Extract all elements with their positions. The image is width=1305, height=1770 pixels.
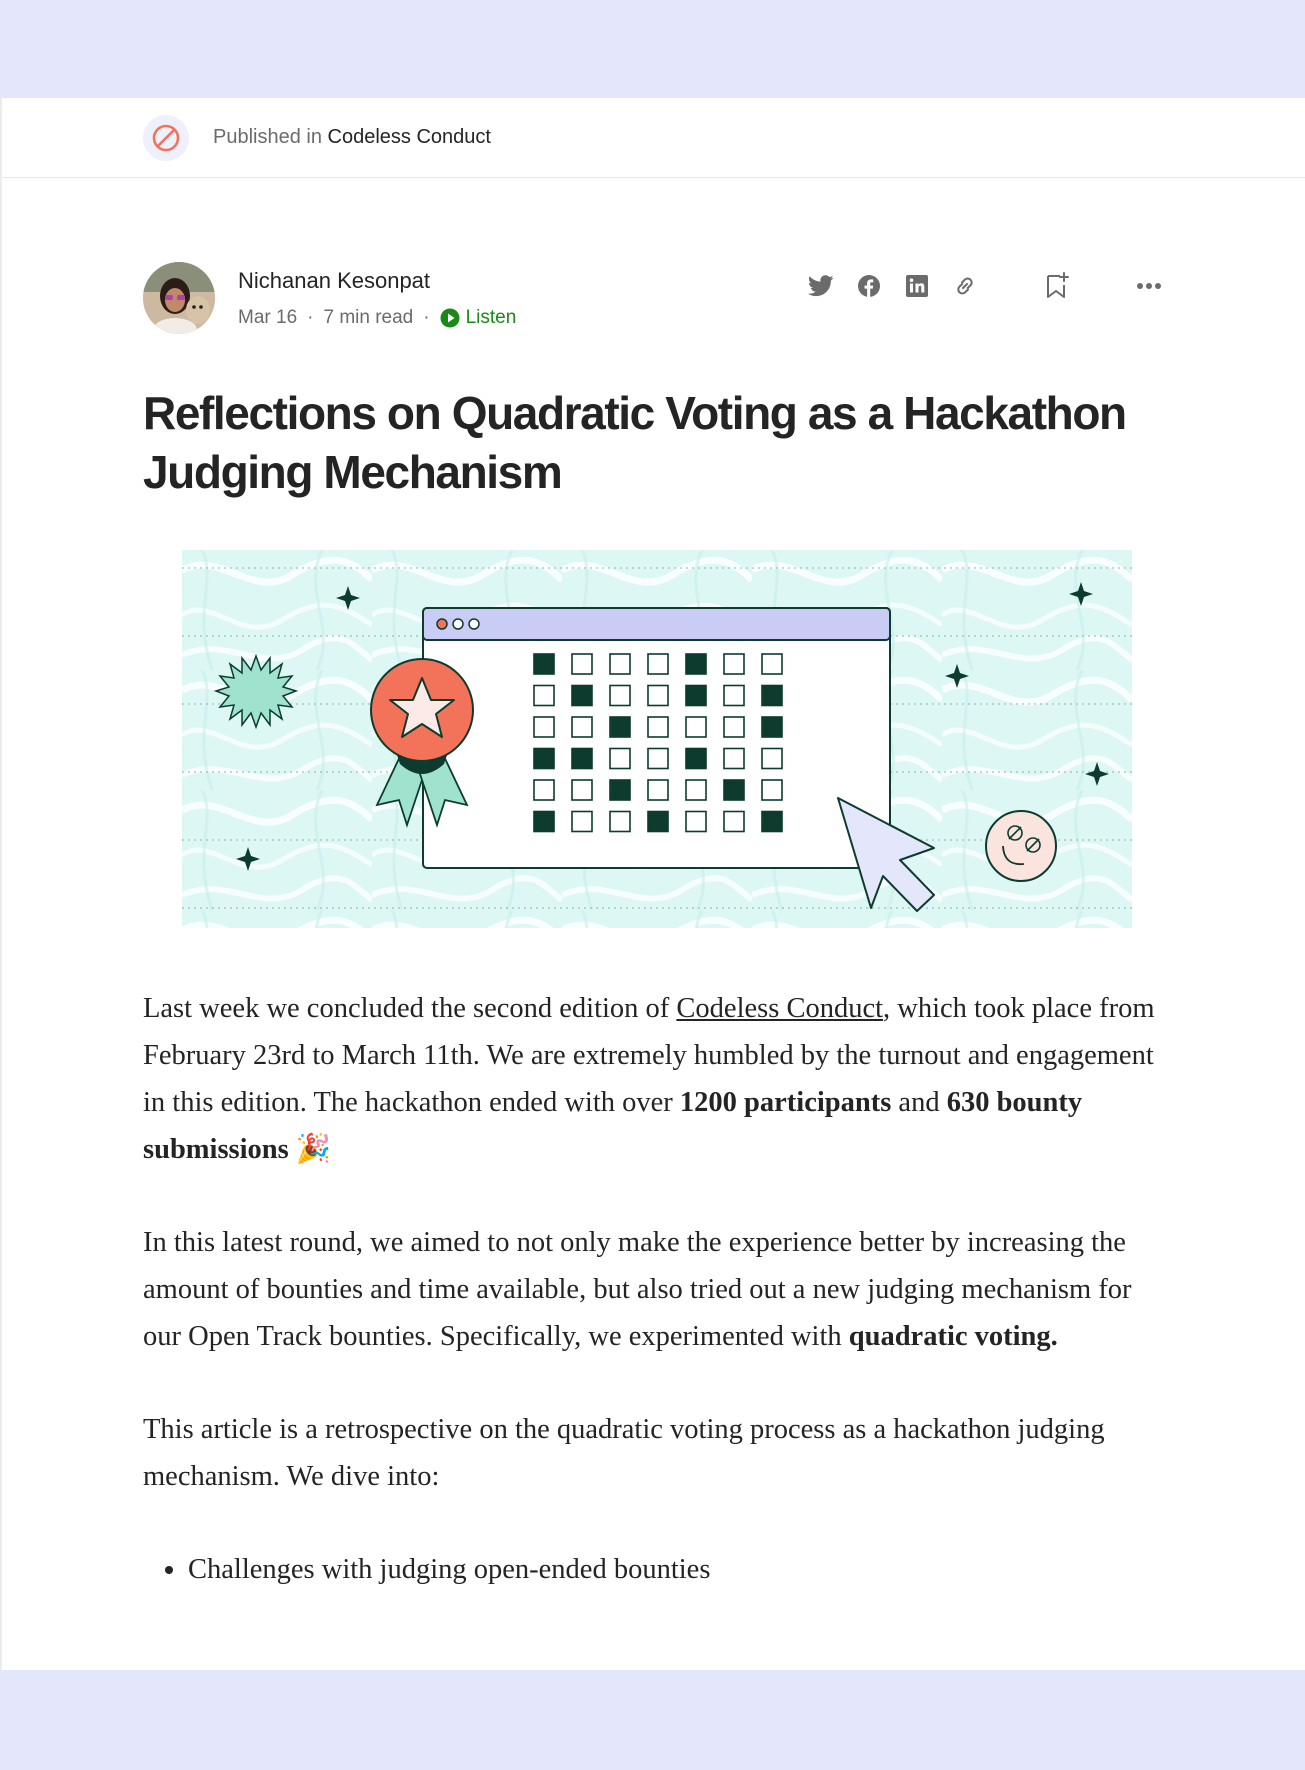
vote-cell (648, 749, 668, 769)
vote-cell (762, 717, 782, 737)
vote-cell (724, 780, 744, 800)
vote-cell (648, 780, 668, 800)
vote-cell (724, 686, 744, 706)
vote-cell (610, 654, 630, 674)
share-actions (787, 272, 1163, 300)
paragraph-3: This article is a retrospective on the quadratic voting process as a hackathon judging mechanism. We dive into: (143, 1414, 1105, 1492)
more-options-button[interactable] (1135, 272, 1163, 300)
vote-cell (686, 717, 706, 737)
vote-cell (610, 780, 630, 800)
vote-cell (648, 654, 668, 674)
vote-cell (762, 749, 782, 769)
vote-cell (724, 654, 744, 674)
vote-cell (572, 717, 592, 737)
vote-cell (534, 749, 554, 769)
vote-cell (572, 780, 592, 800)
vote-cell (686, 749, 706, 769)
paragraph-1: Last week we concluded the second edition of Codeless Conduct, which took place from February 23rd to March 11th. We are extremely humbled by the turnout and engagement in this edition. The hackathon ended with over 1200 participants and 630 bounty submissions 🎉 (143, 993, 1155, 1165)
read-time: 7 min read (323, 307, 414, 328)
twitter-icon (808, 275, 834, 297)
link-icon (952, 273, 978, 299)
copy-link-button[interactable] (951, 272, 979, 300)
codeless-conduct-link[interactable]: Codeless Conduct (676, 993, 884, 1024)
article-meta (238, 307, 516, 329)
vote-cell (534, 717, 554, 737)
vote-cell (724, 749, 744, 769)
vote-cell (610, 812, 630, 832)
vote-cell (648, 686, 668, 706)
vote-cell (610, 686, 630, 706)
vote-cell (724, 717, 744, 737)
more-icon (1136, 282, 1162, 290)
save-bookmark-button[interactable] (1043, 272, 1071, 300)
author-avatar[interactable] (143, 262, 215, 334)
publish-date: Mar 16 (238, 307, 298, 328)
vote-cell (686, 686, 706, 706)
facebook-icon (857, 274, 881, 298)
vote-cell (648, 812, 668, 832)
facebook-share-button[interactable] (855, 272, 883, 300)
meta-separator: · (423, 307, 430, 328)
vote-cell (534, 654, 554, 674)
twitter-share-button[interactable] (807, 272, 835, 300)
smiley-face (986, 811, 1056, 881)
author-row (143, 262, 1163, 336)
publication-name-link[interactable]: Codeless Conduct (327, 126, 491, 148)
play-circle-icon (440, 308, 460, 328)
vote-cell (762, 780, 782, 800)
author-name-link[interactable]: Nichanan Kesonpat (238, 268, 431, 293)
vote-cell (762, 654, 782, 674)
vote-cell (724, 812, 744, 832)
article-title: Reflections on Quadratic Voting as a Hackathon Judging Mechanism (143, 387, 1126, 498)
list-item: • Challenges with judging open-ended bounties (188, 1546, 1173, 1593)
browser-window (423, 608, 890, 868)
vote-cell (648, 717, 668, 737)
vote-cell (610, 717, 630, 737)
vote-cell (610, 749, 630, 769)
vote-cell (534, 780, 554, 800)
published-in-label: Published in (213, 126, 322, 148)
article-card (0, 98, 1305, 1670)
vote-cell (686, 654, 706, 674)
party-popper-emoji: 🎉 (288, 1134, 332, 1165)
vote-cell (572, 686, 592, 706)
vote-cell (686, 780, 706, 800)
linkedin-share-button[interactable] (903, 272, 931, 300)
publication-logo[interactable] (143, 115, 189, 161)
prohibited-icon (151, 123, 181, 153)
hero-illustration (182, 550, 1132, 928)
listen-button[interactable] (440, 307, 517, 329)
publication-bar (2, 98, 1305, 178)
vote-cell (572, 749, 592, 769)
listen-label: Listen (465, 307, 517, 328)
published-in-text (213, 126, 491, 149)
vote-cell (534, 812, 554, 832)
vote-cell (762, 686, 782, 706)
bookmark-add-icon (1044, 271, 1070, 301)
linkedin-icon (905, 274, 929, 298)
meta-separator: · (307, 307, 314, 328)
vote-cell (572, 654, 592, 674)
vote-cell (572, 812, 592, 832)
paragraph-2: In this latest round, we aimed to not only make the experience better by increasing the amount of bounties and time available, but also tried out a new judging mechanism for our Open Track bounties. Specifically, we experimented with quadratic voting. (143, 1227, 1132, 1352)
vote-cell (534, 686, 554, 706)
vote-cell (762, 812, 782, 832)
topic-list (143, 1546, 1173, 1593)
vote-cell (686, 812, 706, 832)
article-body (143, 985, 1173, 1593)
